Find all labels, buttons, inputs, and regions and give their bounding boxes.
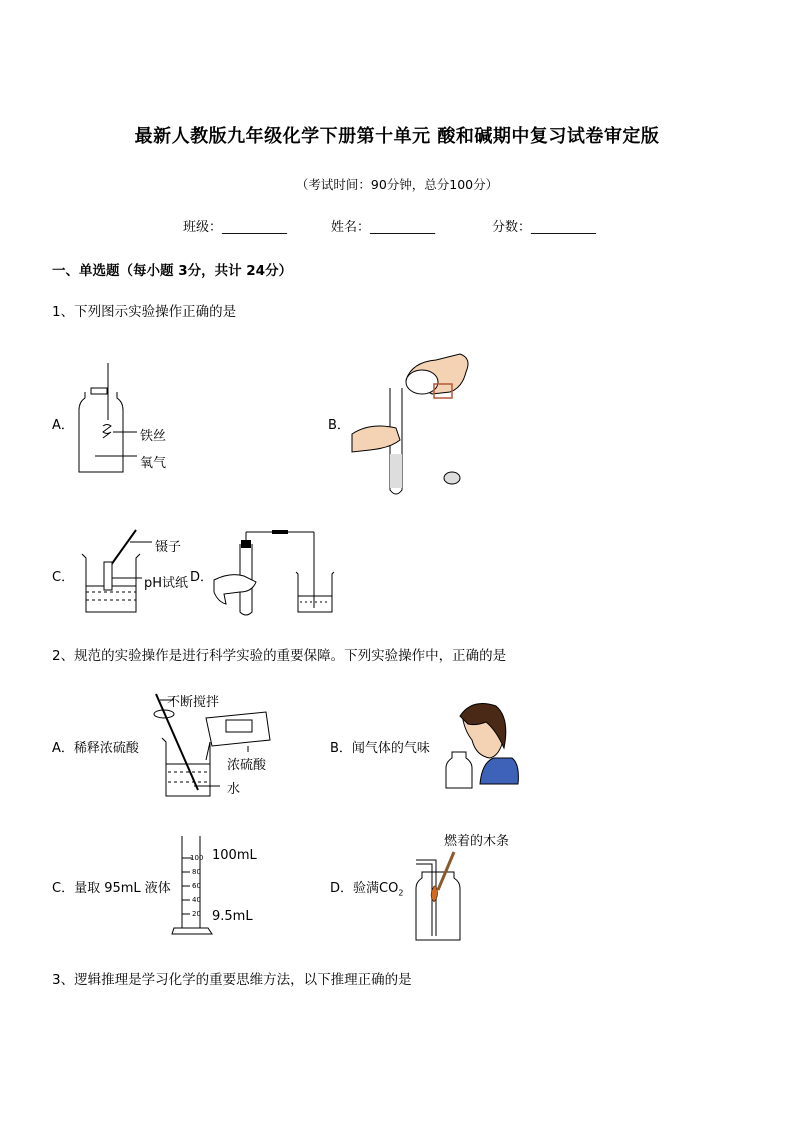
cylinder-tick-40: 40 bbox=[192, 896, 201, 904]
q1-a-iron-label: 铁丝 bbox=[140, 429, 167, 444]
cylinder-tick-20: 20 bbox=[192, 910, 201, 918]
q2-option-c-text: C．量取 95mL 液体 bbox=[52, 881, 171, 896]
exam-subtitle: （考试时间：90分钟，总分100分） bbox=[295, 177, 499, 192]
q2-d-text: D．验满CO bbox=[330, 881, 399, 896]
name-field: 姓名：__________ bbox=[331, 220, 436, 235]
question-3-stem: 3、逻辑推理是学习化学的重要思维方法，以下推理正确的是 bbox=[52, 972, 412, 988]
exam-title: 最新人教版九年级化学下册第十单元 酸和碱期中复习试卷审定版 bbox=[134, 126, 660, 147]
q1-option-d-figure bbox=[210, 528, 340, 618]
q2-option-b-figure bbox=[442, 700, 522, 790]
q1-c-tweezers-label: 镊子 bbox=[155, 540, 182, 555]
q1-option-a-figure bbox=[75, 360, 195, 480]
cylinder-tick-100: 100 bbox=[190, 854, 204, 862]
q2-option-b-text: B．闻气体的气味 bbox=[330, 741, 430, 756]
q2-d-subscript: 2 bbox=[398, 888, 404, 898]
q2-c-bottom-label: 9.5mL bbox=[212, 909, 253, 924]
q2-option-d-text bbox=[330, 877, 403, 898]
score-field: 分数：__________ bbox=[492, 220, 597, 235]
q1-option-a-letter: A． bbox=[52, 418, 74, 433]
q2-d-splint-label: 燃着的木条 bbox=[444, 834, 510, 849]
section-heading: 一、单选题（每小题 3分，共计 24分） bbox=[52, 263, 293, 279]
question-2-stem: 2、规范的实验操作是进行科学实验的重要保障。下列实验操作中，正确的是 bbox=[52, 648, 507, 664]
q1-option-c-letter: C． bbox=[52, 570, 75, 585]
class-field: 班级：__________ bbox=[183, 220, 288, 235]
q2-a-water-label: 水 bbox=[227, 782, 241, 797]
cylinder-tick-80: 80 bbox=[192, 868, 201, 876]
q2-option-d-figure bbox=[414, 850, 474, 942]
cylinder-tick-60: 60 bbox=[192, 882, 201, 890]
question-1-stem: 1、下列图示实验操作正确的是 bbox=[52, 304, 237, 320]
q2-c-top-label: 100mL bbox=[212, 848, 257, 863]
q1-c-ph-label: pH试纸 bbox=[144, 576, 189, 591]
q1-option-b-figure bbox=[350, 348, 480, 498]
q2-a-stir-label: 不断搅拌 bbox=[167, 695, 220, 710]
q1-a-oxygen-label: 氧气 bbox=[140, 456, 167, 471]
q1-option-b-letter: B． bbox=[328, 418, 350, 433]
q2-a-acid-label: 浓硫酸 bbox=[227, 758, 267, 773]
q2-option-a-text: A．稀释浓硫酸 bbox=[52, 741, 139, 756]
q1-option-d-letter: D． bbox=[190, 570, 214, 585]
